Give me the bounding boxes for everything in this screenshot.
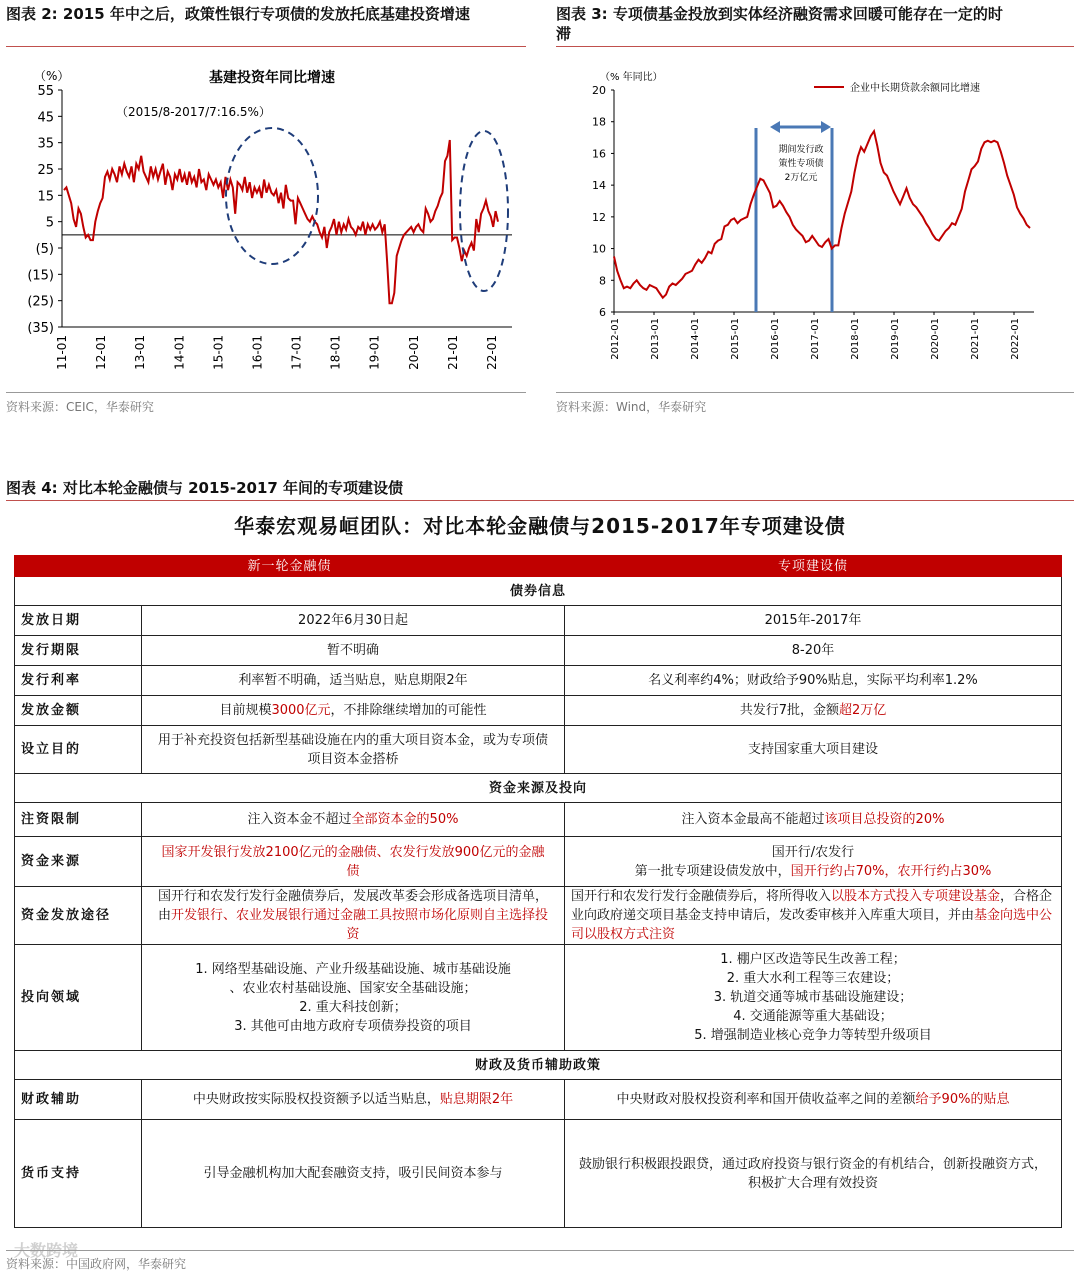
table-row <box>15 606 1062 636</box>
text: ，不排除继续增加的可能性 <box>330 703 487 718</box>
fig2-title: 图表 2: 2015 年中之后，政策性银行专项债的发放托底基建投资增速 <box>6 5 470 23</box>
fig3-rule <box>556 46 1074 47</box>
row-label: 发放日期 <box>15 606 142 636</box>
fig3-xtick-label: 2016-01 <box>770 318 781 360</box>
table-row <box>15 1080 1062 1120</box>
text: ，合格企业向政府递交项目基金支持申请后，发改委审核并入库重大项目，并由 <box>571 889 1053 923</box>
fig2-xtick-label: 20-01 <box>406 335 421 370</box>
text: 注入资本金不超过 <box>247 812 352 827</box>
fig2-ellipse-2022 <box>460 131 508 291</box>
table-header-row <box>15 556 1062 577</box>
list-item: 4. 交通能源等重大基础设； <box>733 1009 893 1024</box>
fig3-arrow-right-icon <box>821 121 831 133</box>
fig3-title-line2: 滞 <box>556 25 572 43</box>
fig2-xtick-label: 14-01 <box>172 335 187 370</box>
highlight: 国开行约占70%，农开行约占30% <box>790 863 992 879</box>
fig3-bottom-rule <box>556 392 1074 393</box>
cell-old <box>565 837 1062 887</box>
section-row <box>15 1051 1062 1080</box>
fig3-xtick-label: 2022-01 <box>1010 318 1021 360</box>
fig3-source: 资料来源：Wind，华泰研究 <box>556 400 707 414</box>
cell-new: 利率暂不明确，适当贴息，贴息期限2年 <box>142 666 565 696</box>
list-item: 2. 重大水利工程等三农建设； <box>726 971 900 986</box>
row-label: 注资限制 <box>15 803 142 837</box>
fig2-ytick-label: (5) <box>35 242 54 257</box>
section-row <box>15 774 1062 803</box>
fig2-ytick-label: 25 <box>37 163 54 178</box>
cell-old: 支持国家重大项目建设 <box>565 726 1062 774</box>
text: 目前规模 <box>219 703 272 718</box>
fig2-bottom-rule <box>6 392 526 393</box>
fig2-chart-title: 基建投资年同比增速 <box>209 70 335 86</box>
row-label: 发行期限 <box>15 636 142 666</box>
text: 中央财政按实际股权投资额予以适当贴息， <box>192 1092 440 1107</box>
section-row <box>15 577 1062 606</box>
fig3-ytick-label: 18 <box>592 115 606 129</box>
col-header-new: 新一轮金融债 <box>15 556 565 577</box>
highlight: 该项目总投资的20% <box>824 812 945 827</box>
highlight: 超2万亿 <box>839 703 887 718</box>
fig2-ytick-label: 35 <box>37 136 54 152</box>
text: 中央财政对股权投资利率和国开债收益率之间的差额 <box>616 1092 916 1107</box>
row-label: 投向领域 <box>15 945 142 1051</box>
table-row <box>15 726 1062 774</box>
fig2-xtick-label: 21-01 <box>445 335 460 370</box>
highlight: 3000亿元 <box>271 703 331 718</box>
fig3-yunit: （% 年同比） <box>600 72 663 83</box>
text: 注入资本金最高不能超过 <box>681 812 825 827</box>
cell-new: 引导金融机构加大配套融资支持，吸引民间资本参与 <box>142 1120 565 1228</box>
list-item: 5. 增强制造业核心竞争力等转型升级项目 <box>694 1028 932 1043</box>
list-item: 1. 网络型基础设施、产业升级基础设施、城市基础设施 <box>195 961 511 977</box>
fig2-xtick-label: 15-01 <box>211 335 226 370</box>
fig2-ytick-label: (25) <box>27 294 54 310</box>
fig2-xtick-label: 22-01 <box>485 335 499 370</box>
highlight: 基金向选中公司以股权方式注资 <box>571 908 1053 942</box>
row-label: 设立目的 <box>15 726 142 774</box>
row-label: 资金发放途径 <box>15 887 142 945</box>
fig3-chart <box>552 60 1072 390</box>
cell-new: 国家开发银行发放2100亿元的金融债、农发行发放900亿元的金融债 <box>142 837 565 887</box>
cell-old <box>565 945 1062 1051</box>
text: 第一批专项建设债发放中， <box>634 863 791 879</box>
fig3-ytick-label: 20 <box>592 84 606 97</box>
section-policy: 财政及货币辅助政策 <box>15 1051 1062 1080</box>
comparison-table <box>14 555 1062 1228</box>
section-funding: 资金来源及投向 <box>15 774 1062 803</box>
fig4-source: 资料来源：中国政府网，华泰研究 <box>6 1257 187 1271</box>
cell-new <box>142 887 565 945</box>
fig4-bottom-rule <box>6 1250 1074 1251</box>
list-item: 、农业农村基础设施、国家安全基础设施； <box>229 980 477 996</box>
fig3-xtick-label: 2015-01 <box>730 318 741 360</box>
fig4-banner: 华泰宏观易峘团队：对比本轮金融债与2015-2017年专项建设债 <box>234 514 846 538</box>
fig2-xtick-label: 18-01 <box>328 335 343 370</box>
fig2-xtick-label: 16-01 <box>250 335 265 370</box>
fig3-ytick-label: 6 <box>599 306 606 319</box>
fig2-chart <box>0 50 530 390</box>
row-label: 货币支持 <box>15 1120 142 1228</box>
fig3-xtick-label: 2017-01 <box>810 318 821 360</box>
cell-old: 2015年-2017年 <box>565 606 1062 636</box>
cell-old: 鼓励银行积极跟投跟贷，通过政府投资与银行资金的有机结合，创新投融资方式，积极扩大合理有效投资 <box>565 1120 1062 1228</box>
fig3-title <box>556 4 1076 44</box>
cell-old <box>565 803 1062 837</box>
fig2-rule <box>6 46 526 47</box>
cell-new <box>142 803 565 837</box>
list-item: 3. 轨道交通等城市基础设施建设； <box>713 990 913 1005</box>
cell-old <box>565 1080 1062 1120</box>
highlight: 给予90%的贴息 <box>915 1092 1010 1107</box>
row-label: 发行利率 <box>15 666 142 696</box>
text: 共发行7批，金额 <box>739 703 839 718</box>
fig2-xtick-label: 13-01 <box>133 335 148 370</box>
fig3-xtick-label: 2020-01 <box>930 318 941 360</box>
fig3-xtick-label: 2019-01 <box>890 318 901 360</box>
cell-new <box>142 1080 565 1120</box>
fig4-rule <box>6 500 1074 501</box>
highlight: 贴息期限2年 <box>439 1092 514 1107</box>
fig2-ytick-label: (15) <box>27 268 54 284</box>
fig3-annotation-3: 2万亿元 <box>784 173 818 183</box>
cell-new: 2022年6月30日起 <box>142 606 565 636</box>
row-label: 财政辅助 <box>15 1080 142 1120</box>
fig3-xtick-label: 2021-01 <box>970 318 981 360</box>
fig3-title-line1: 图表 3: 专项债基金投放到实体经济融资需求回暖可能存在一定的时 <box>556 5 1003 23</box>
fig4-title: 图表 4: 对比本轮金融债与 2015-2017 年间的专项建设债 <box>6 479 404 497</box>
highlight: 全部资本金的50% <box>351 812 459 827</box>
text: 国开行/农发行 <box>771 844 855 860</box>
fig2-series-line <box>64 140 498 303</box>
fig3-annotation-2: 策性专项债 <box>778 159 824 169</box>
fig3-ytick-label: 14 <box>592 179 606 193</box>
table-row <box>15 636 1062 666</box>
fig3-ytick-label: 8 <box>599 274 606 288</box>
cell-new <box>142 696 565 726</box>
fig2-ytick-label: (35) <box>27 321 54 336</box>
fig3-series-line <box>614 131 1030 298</box>
table-row <box>15 696 1062 726</box>
cell-old: 8-20年 <box>565 636 1062 666</box>
fig3-ytick-label: 10 <box>592 242 606 256</box>
highlight: 以股本方式投入专项建设基金 <box>831 889 1001 904</box>
col-header-old: 专项建设债 <box>565 556 1062 577</box>
list-item: 2. 重大科技创新； <box>299 999 407 1015</box>
text: 国开行和农发行发行金融债券后，发展改革委会形成备选项目清单，由 <box>157 889 548 923</box>
cell-old: 名义利率约4%；财政给予90%贴息，实际平均利率1.2% <box>565 666 1062 696</box>
cell-new: 用于补充投资包括新型基础设施在内的重大项目资本金，或为专项债项目资本金搭桥 <box>142 726 565 774</box>
table-row <box>15 1120 1062 1228</box>
table-row <box>15 887 1062 945</box>
fig2-ellipse-2016 <box>226 128 318 264</box>
cell-old <box>565 887 1062 945</box>
watermark: 大数跨境 <box>14 1241 79 1260</box>
fig3-xtick-label: 2012-01 <box>610 318 621 360</box>
fig3-xtick-label: 2013-01 <box>650 318 661 360</box>
cell-old <box>565 696 1062 726</box>
section-bond-info: 债券信息 <box>15 577 1062 606</box>
fig2-xtick-label: 11-01 <box>55 335 69 370</box>
text: 国开行和农发行发行金融债券后，将所得收入 <box>571 889 832 904</box>
fig3-annotation-1: 期间发行政 <box>778 145 824 155</box>
fig2-ytick-label: 55 <box>37 84 54 99</box>
fig2-source: 资料来源：CEIC，华泰研究 <box>6 400 154 414</box>
fig2-yunit: （%） <box>34 69 70 83</box>
table-row <box>15 945 1062 1051</box>
fig3-arrow-left-icon <box>770 121 780 133</box>
fig2-ytick-label: 45 <box>37 110 54 126</box>
cell-new <box>142 945 565 1051</box>
list-item: 3. 其他可由地方政府专项债券投资的项目 <box>234 1018 472 1034</box>
table-row <box>15 837 1062 887</box>
fig2-ytick-label: 5 <box>45 215 54 231</box>
row-label: 发放金额 <box>15 696 142 726</box>
table-row <box>15 803 1062 837</box>
list-item: 1. 棚户区改造等民生改善工程； <box>720 952 906 967</box>
cell-new: 暂不明确 <box>142 636 565 666</box>
fig2-xtick-label: 19-01 <box>367 335 382 370</box>
fig2-annotation: （2015/8-2017/7:16.5%） <box>116 105 271 119</box>
fig2-ytick-label: 15 <box>37 189 54 205</box>
fig2-xtick-label: 12-01 <box>94 335 109 370</box>
fig3-xtick-label: 2014-01 <box>690 318 701 360</box>
fig3-ytick-label: 16 <box>592 147 606 161</box>
highlight: 开发银行、农业发展银行通过金融工具按照市场化原则自主选择投资 <box>171 908 549 942</box>
row-label: 资金来源 <box>15 837 142 887</box>
fig2-xtick-label: 17-01 <box>289 335 304 370</box>
fig3-ytick-label: 12 <box>592 210 606 224</box>
fig3-xtick-label: 2018-01 <box>850 318 861 360</box>
table-row <box>15 666 1062 696</box>
fig3-legend: 企业中长期贷款余额同比增速 <box>850 83 980 94</box>
